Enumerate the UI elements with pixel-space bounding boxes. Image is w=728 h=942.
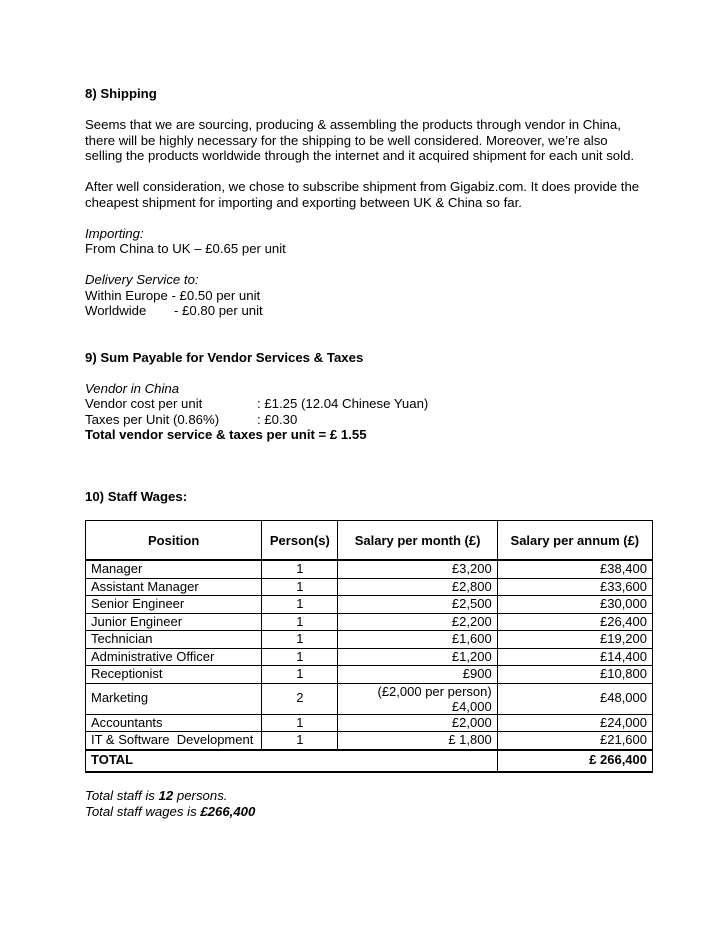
cell-annum: £33,600 xyxy=(497,578,652,596)
shipping-heading: 8) Shipping xyxy=(85,86,157,101)
delivery-label: Delivery Service to: xyxy=(85,272,199,287)
cell-month: £2,000 xyxy=(338,714,497,732)
wages-header-row xyxy=(86,521,653,561)
staff-prefix: Total staff is xyxy=(85,788,159,803)
cell-persons: 1 xyxy=(262,578,338,596)
staff-wages-line xyxy=(85,804,655,820)
staff-suffix: persons. xyxy=(173,788,228,803)
wages-prefix: Total staff wages is xyxy=(85,803,201,819)
vendor-tax-label: Taxes per Unit (0.86%) xyxy=(85,411,220,427)
cell-position: Marketing xyxy=(86,683,262,714)
shipping-para1-line2: there will be highly necessary for the shipping to be well considered. Moreover, we’re also xyxy=(85,132,608,148)
total-row xyxy=(86,750,653,772)
wages-heading: 10) Staff Wages: xyxy=(85,489,188,504)
marketing-month-value: £4,000 xyxy=(451,698,492,714)
staff-count: 12 xyxy=(158,788,174,803)
cell-annum: £38,400 xyxy=(497,560,652,578)
cell-persons: 1 xyxy=(262,596,338,614)
cell-persons: 1 xyxy=(262,666,338,684)
document-page xyxy=(85,86,655,819)
cell-persons: 1 xyxy=(262,560,338,578)
cell-annum: £48,000 xyxy=(497,683,652,714)
cell-annum: £19,200 xyxy=(497,631,652,649)
staff-count-line xyxy=(85,788,655,804)
cell-annum: £26,400 xyxy=(497,613,652,631)
total-value: £ 266,400 xyxy=(497,750,652,772)
delivery-worldwide-label: Worldwide xyxy=(85,303,147,318)
table-row xyxy=(86,596,653,614)
cell-month: £2,200 xyxy=(338,613,497,631)
table-row-marketing xyxy=(86,683,653,714)
table-row xyxy=(86,631,653,649)
cell-position: Manager xyxy=(86,560,262,578)
delivery-europe: Within Europe - £0.50 per unit xyxy=(85,287,261,303)
cell-month: £2,800 xyxy=(338,578,497,596)
cell-month: £2,500 xyxy=(338,596,497,614)
cell-month: £ 1,800 xyxy=(338,732,497,750)
table-row xyxy=(86,732,653,750)
vendor-cost-label: Vendor cost per unit xyxy=(85,396,203,411)
cell-position: Administrative Officer xyxy=(86,648,262,666)
shipping-para1-line3: selling the products worldwide through the internet and it acquired shipment for each unit sold. xyxy=(85,148,635,163)
vendor-tax-value: : £0.30 xyxy=(257,411,298,427)
delivery-worldwide-value: - £0.80 per unit xyxy=(174,303,263,318)
vendor-tax-line xyxy=(85,412,655,428)
shipping-para2-line1: After well consideration, we chose to subscribe shipment from Gigabiz.com. It does provide the xyxy=(85,179,640,194)
cell-annum: £24,000 xyxy=(497,714,652,732)
wages-table xyxy=(85,520,653,773)
cell-annum: £14,400 xyxy=(497,648,652,666)
wages-total: £266,400 xyxy=(200,803,256,819)
cell-month: £900 xyxy=(338,666,497,684)
cell-persons: 2 xyxy=(262,683,338,714)
cell-annum: £21,600 xyxy=(497,732,652,750)
cell-persons: 1 xyxy=(262,648,338,666)
cell-persons: 1 xyxy=(262,714,338,732)
table-row xyxy=(86,714,653,732)
cell-month: £1,600 xyxy=(338,631,497,649)
shipping-para2-line2: cheapest shipment for importing and exporting between UK & China so far. xyxy=(85,194,522,210)
cell-month-marketing xyxy=(338,683,497,714)
cell-persons: 1 xyxy=(262,732,338,750)
total-label: TOTAL xyxy=(86,750,498,772)
cell-annum: £30,000 xyxy=(497,596,652,614)
vendor-cost-line xyxy=(85,396,655,412)
vendor-sub: Vendor in China xyxy=(85,380,180,396)
cell-position: Senior Engineer xyxy=(86,596,262,614)
cell-persons: 1 xyxy=(262,613,338,631)
cell-position: Assistant Manager xyxy=(86,578,262,596)
table-row xyxy=(86,666,653,684)
vendor-heading: 9) Sum Payable for Vendor Services & Taxes xyxy=(85,349,364,365)
cell-position: IT & Software Development xyxy=(86,732,262,750)
header-persons: Person(s) xyxy=(262,521,338,561)
cell-month: £1,200 xyxy=(338,648,497,666)
cell-position: Receptionist xyxy=(86,666,262,684)
header-position: Position xyxy=(86,521,262,561)
cell-position: Junior Engineer xyxy=(86,613,262,631)
table-row xyxy=(86,560,653,578)
cell-position: Accountants xyxy=(86,714,262,732)
marketing-month-note: (£2,000 per person) xyxy=(377,683,492,699)
vendor-total: Total vendor service & taxes per unit = £ 1.55 xyxy=(85,427,367,442)
table-row xyxy=(86,578,653,596)
cell-persons: 1 xyxy=(262,631,338,649)
cell-annum: £10,800 xyxy=(497,666,652,684)
cell-position: Technician xyxy=(86,631,262,649)
shipping-para1-line1: Seems that we are sourcing, producing & assembling the products through vendor in China, xyxy=(85,117,621,132)
importing-label: Importing: xyxy=(85,225,144,241)
importing-line: From China to UK – £0.65 per unit xyxy=(85,241,286,256)
header-month: Salary per month (£) xyxy=(338,521,497,561)
delivery-worldwide xyxy=(85,303,655,319)
header-annum: Salary per annum (£) xyxy=(497,521,652,561)
cell-month: £3,200 xyxy=(338,560,497,578)
table-row xyxy=(86,613,653,631)
vendor-cost-value: : £1.25 (12.04 Chinese Yuan) xyxy=(257,396,429,411)
table-row xyxy=(86,648,653,666)
